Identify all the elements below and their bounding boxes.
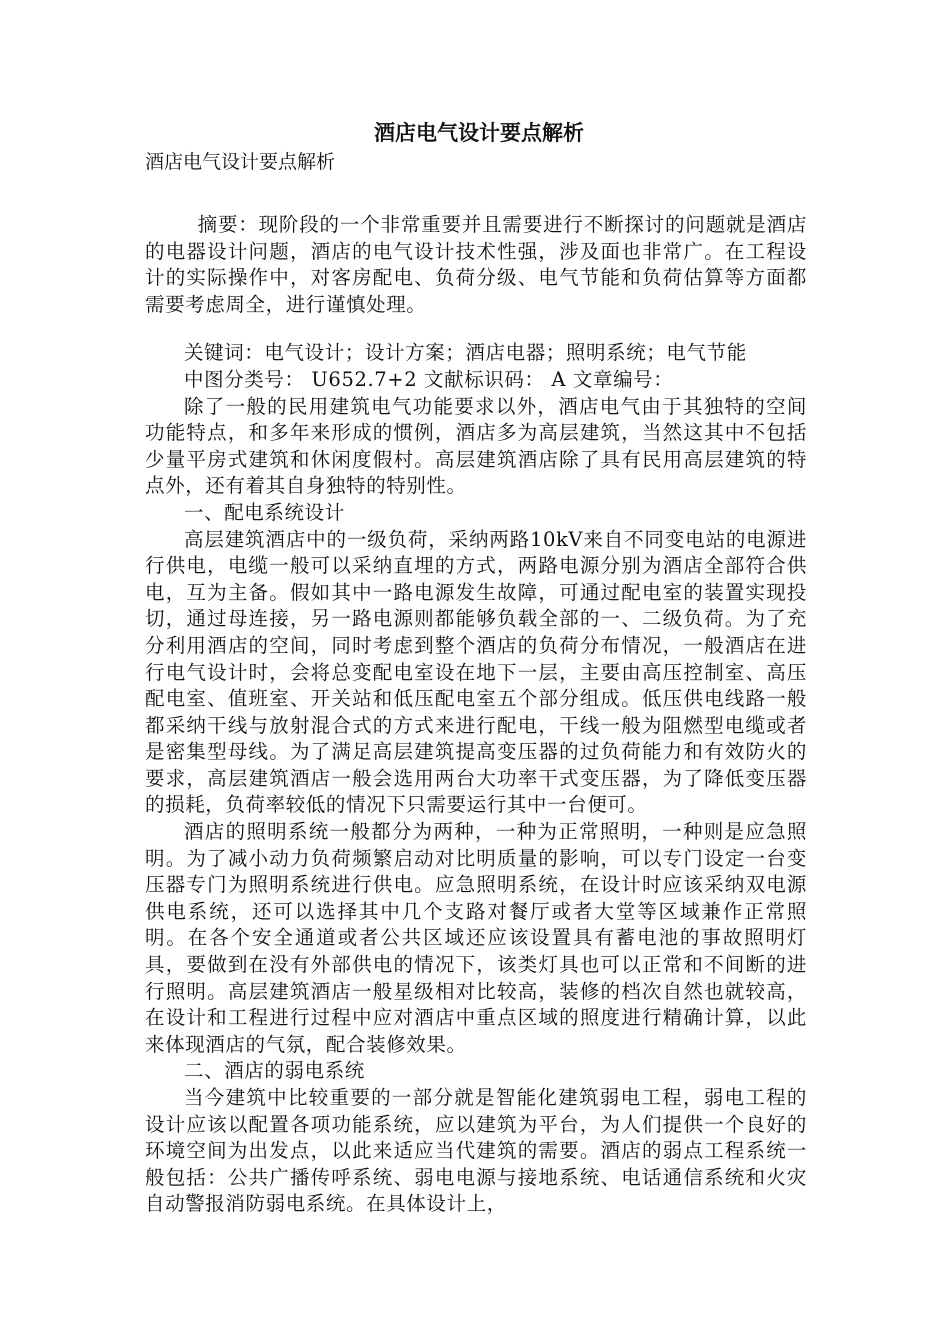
intro-paragraph: 除了一般的民用建筑电气功能要求以外，酒店电气由于其独特的空间功能特点，和多年来形成的惯例，酒店多为高层建筑，当然这其中不包括少量平房式建筑和休闲度假村。高层建筑酒店除了具有民用高层建筑的特点外，还有着其自身独特的特别性。	[145, 394, 807, 498]
document-title: 酒店电气设计要点解析	[374, 120, 584, 145]
section1-paragraph-2: 酒店的照明系统一般都分为两种，一种为正常照明，一种则是应急照明。为了减小动力负荷频繁启动对比明质量的影响，可以专门设定一台变压器专门为照明系统进行供电。应急照明系统，在设计时应该采纳双电源供电系统，还可以选择其中几个支路对餐厅或者大堂等区域兼作正常照明。在各个安全通道或者公共区域还应该设置具有蓄电池的事故照明灯具，要做到在没有外部供电的情况下，该类灯具也可以正常和不间断的进行照明。高层建筑酒店一般星级相对比较高，装修的档次自然也就较高，在设计和工程进行过程中应对酒店中重点区域的照度进行精确计算，以此来体现酒店的气氛，配合装修效果。	[145, 820, 807, 1056]
classification-line: 中图分类号： U652.7+2 文献标识码： A 文章编号：	[184, 367, 674, 391]
section-heading-power-distribution: 一、配电系统设计	[184, 500, 345, 524]
abstract-paragraph: 摘要：现阶段的一个非常重要并且需要进行不断探讨的问题就是酒店的电器设计问题，酒店的电气设计技术性强，涉及面也非常广。在工程设计的实际操作中，对客房配电、负荷分级、电气节能和负荷估算等方面都需要考虑周全，进行谨慎处理。	[145, 213, 807, 316]
section-heading-weak-current: 二、酒店的弱电系统	[184, 1059, 365, 1083]
document-page	[145, 118, 807, 1218]
section2-paragraph-1: 当今建筑中比较重要的一部分就是智能化建筑弱电工程，弱电工程的设计应该以配置各项功能系统，应以建筑为平台，为人们提供一个良好的环境空间为出发点，以此来适应当代建筑的需要。酒店的弱点工程系统一般包括：公共广播传呼系统、弱电电源与接地系统、电话通信系统和火灾自动警报消防弱电系统。在具体设计上，	[145, 1086, 807, 1216]
keywords-paragraph: 关键词：电气设计；设计方案；酒店电器；照明系统；电气节能	[184, 341, 747, 365]
document-subtitle: 酒店电气设计要点解析	[145, 151, 336, 173]
section1-paragraph-1: 高层建筑酒店中的一级负荷，采纳两路10kV来自不同变电站的电源进行供电，电缆一般可以采纳直埋的方式，两路电源分别为酒店全部符合供电，互为主备。假如其中一路电源发生故障，可通过配电室的装置实现投切，通过母连接，另一路电源则都能够负载全部的一、二级负荷。为了充分利用酒店的空间，同时考虑到整个酒店的负荷分布情况，一般酒店在进行电气设计时，会将总变配电室设在地下一层，主要由高压控制室、高压配电室、值班室、开关站和低压配电室五个部分组成。低压供电线路一般都采纳干线与放射混合式的方式来进行配电，干线一般为阻燃型电缆或者是密集型母线。为了满足高层建筑提高变压器的过负荷能力和有效防火的要求，高层建筑酒店一般会选用两台大功率干式变压器，为了降低变压器的损耗，负荷率较低的情况下只需要运行其中一台便可。	[145, 527, 807, 817]
